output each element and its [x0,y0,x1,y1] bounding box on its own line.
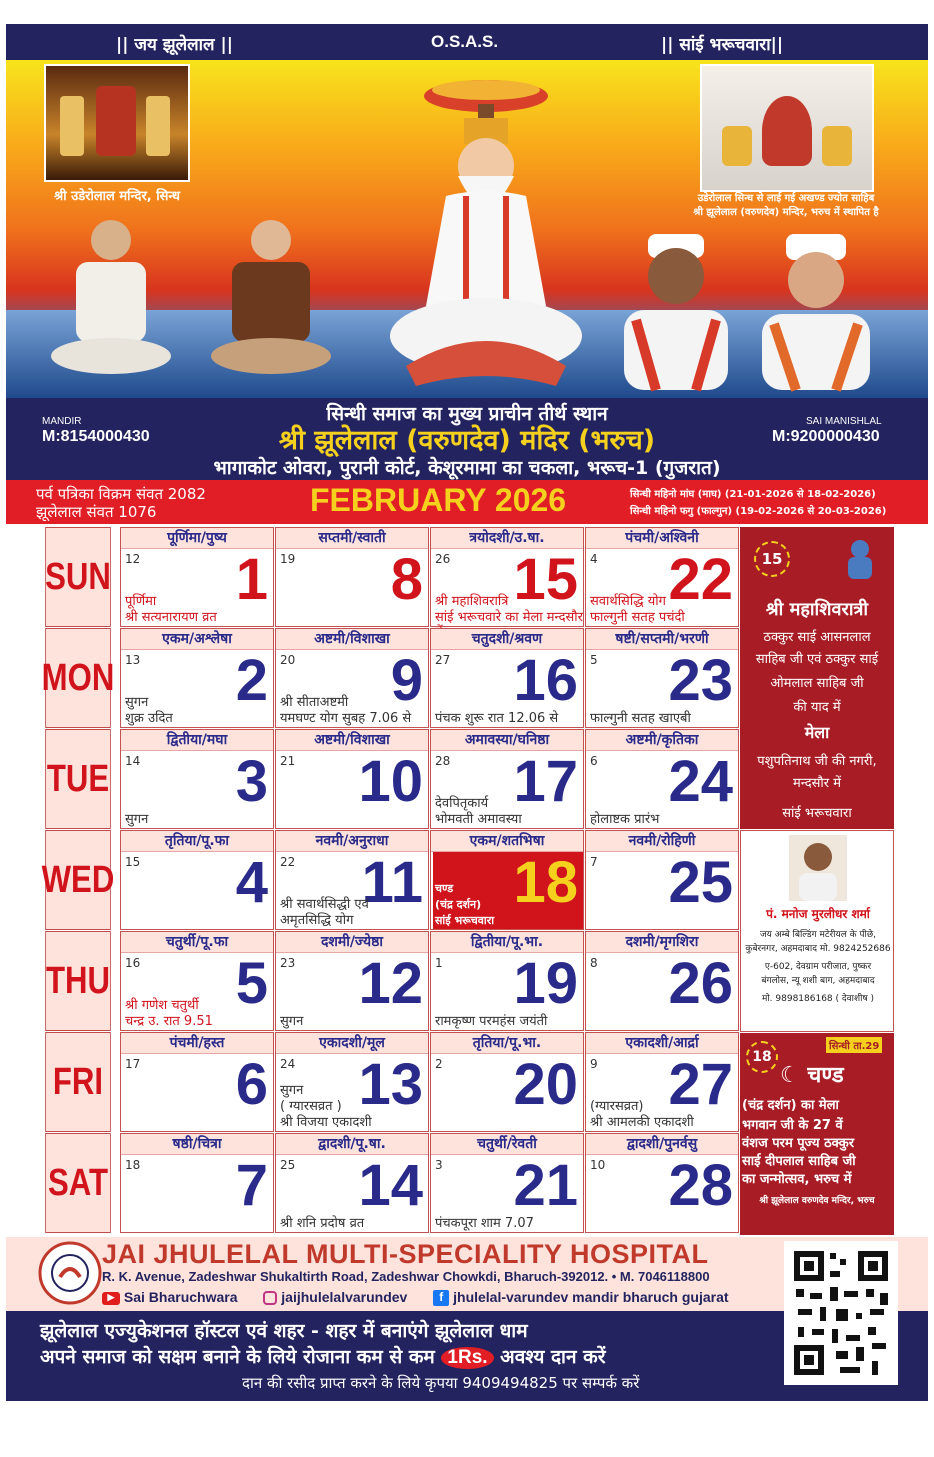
gregorian-date: 23 [668,648,733,713]
date-cell [585,527,739,627]
sindhi-date: 18 [125,1158,141,1172]
weekday-label-wed: WED [45,830,111,930]
sindhi-date: 4 [590,552,598,566]
gregorian-date: 3 [235,749,268,814]
panel-line: पशुपतिनाथ जी की नगरी, [757,754,877,769]
instagram-icon [263,1291,277,1305]
chand-title [780,1059,844,1089]
sindhi-date: 15 [125,855,141,869]
tithi-label: चतुर्थी/रेवती [431,1134,583,1155]
chand-label: चण्ड [807,1063,844,1088]
date-cell [430,1032,584,1132]
calendar-grid [38,527,894,1235]
date-cell [430,527,584,627]
sindhi-date: 12 [125,552,141,566]
cell-note: चन्द्र उ. रात 9.51 [125,1014,213,1029]
tithi-label: चतुर्थी/पू.फा [121,932,273,953]
cell-note: सुगन [280,1083,304,1098]
sindhi-date: 24 [280,1057,296,1071]
sindhi-date: 14 [125,754,141,768]
gregorian-date: 21 [513,1153,578,1218]
saint-figure-2 [206,210,336,380]
hospital-logo-icon [38,1241,102,1305]
gregorian-date: 14 [358,1153,423,1218]
date-cell [585,1133,739,1233]
date-cell [430,830,584,930]
panel-line: मन्दसौर में [792,776,842,791]
weekday-label-sun: SUN [45,527,111,627]
gregorian-date: 2 [235,648,268,713]
hospital-address: R. K. Avenue, Zadeshwar Shukaltirth Road, Zadeshwar Chowkdi, Bharuch-392012. • M. 7046118800 [102,1269,710,1284]
cell-note: (चंद्र दर्शन) [435,898,482,911]
sindhi-date: 2 [435,1057,443,1071]
gregorian-date: 15 [513,547,578,612]
sindhi-date: 26 [435,552,451,566]
saint-figure-1 [46,210,176,380]
cell-note: अमृतसिद्धि योग [280,913,354,928]
facebook-icon: f [433,1290,449,1306]
cell-note: श्री सवार्थसिद्धी एवं [280,897,369,912]
cell-note: भोमवती अमावस्या [435,812,522,827]
chand-line: साई दीपलाल साहिब जी [742,1154,856,1169]
sindhi-date: 3 [435,1158,443,1172]
tagline: सिन्धी समाज का मुख्य प्राचीन तीर्थ स्थान [326,403,608,425]
weekday-label-thu: THU [45,931,111,1031]
gregorian-date: 4 [235,850,268,915]
sindhi-date: 9 [590,1057,598,1071]
cell-note: चण्ड [435,882,454,895]
top-bar-right: || सांई भरूचवारा|| [661,35,784,55]
cell-note: फाल्गुनी सतह खाएबी [590,711,691,726]
sindhi-date: 10 [590,1158,606,1172]
tithi-label: एकम/शतभिषा [431,831,583,852]
sindhi-date: 16 [125,956,141,970]
cell-note: होलाष्टक प्रारंभ [590,812,660,827]
chand-line: श्री झूलेलाल वरुणदेव मन्दिर, भरुच [759,1196,875,1206]
astrologer-line: कुबेरनगर, अहमदाबाद मो. 9824252686 [745,944,891,954]
date-cell [430,1133,584,1233]
instagram-handle[interactable]: jaijhulelalvarundev [281,1289,408,1305]
sindhi-date: 27 [435,653,451,667]
weekday-label-mon: MON [45,628,111,728]
date-cell [275,1032,429,1132]
month-title: FEBRUARY 2026 [310,482,567,518]
mandir-phone: M:8154000430 [42,428,150,445]
tithi-label: षष्ठी/चित्रा [121,1134,273,1155]
date-cell [585,830,739,930]
gregorian-date: 8 [390,547,423,612]
weekday-label-tue: TUE [45,729,111,829]
title-band [6,398,928,480]
jyot-caption [676,192,896,220]
chandra-darshan-panel-side [740,1033,894,1235]
hospital-name: JAI JHULELAL MULTI-SPECIALITY HOSPITAL [102,1239,709,1269]
tithi-label: नवमी/रोहिणी [586,831,738,852]
chand-line: का जन्मोत्सव, भरुच में [742,1172,852,1187]
cell-note: श्री महाशिवरात्रि [435,594,509,609]
qr-code-icon [786,1243,896,1383]
panel-line: सांई भरूचवारा [782,806,852,821]
date-cell [585,729,739,829]
cell-note: श्री आमलकी एकादशी [590,1115,694,1130]
gregorian-date: 19 [513,951,578,1016]
donation-line-2c: अवश्य दान करें [500,1346,606,1368]
tithi-label: एकादशी/मूल [276,1033,428,1054]
tithi-label: नवमी/अनुराधा [276,831,428,852]
tithi-label: द्वादशी/पुनर्वसु [586,1134,738,1155]
donation-line-2 [40,1343,606,1369]
tithi-label: अमावस्या/घनिष्ठा [431,730,583,751]
cell-note: श्री सत्यनारायण व्रत [125,610,217,625]
qr-code[interactable] [784,1241,898,1385]
date-cell [585,1032,739,1132]
date-cell [275,1133,429,1233]
astrologer-line: जय अम्बे बिल्डिंग मटेरीयल के पीछे, [759,930,877,940]
tithi-label: अष्टमी/विशाखा [276,730,428,751]
cell-note: पंचकपूरा शाम 7.07 [435,1216,534,1231]
gregorian-date: 24 [668,749,733,814]
jyot-photo [700,64,874,192]
tithi-label: पंचमी/हस्त [121,1033,273,1054]
date-cell [585,628,739,728]
sindhi-date: 22 [280,855,296,869]
cell-note: यमघण्ट योग सुबह 7.06 से [280,711,412,726]
date-cell [275,527,429,627]
cell-note: रामकृष्ण परमहंस जयंती [435,1014,548,1029]
sindhi-date: 13 [125,653,141,667]
astrologer-photo [789,835,847,901]
mandir-label: MANDIR [42,416,82,427]
tithi-label: दशमी/ज्येष्ठा [276,932,428,953]
sindhi-date: 7 [590,855,598,869]
cell-note: सवार्थसिद्धि योग [590,594,666,609]
tithi-label: एकम/अश्लेषा [121,629,273,650]
tithi-label: षष्टी/सप्तमी/भरणी [586,629,738,650]
tithi-label: द्वितीया/मघा [121,730,273,751]
cell-note: फाल्गुनी सतह पचंदी [590,610,685,625]
crescent-moon-icon: ☾ [780,1063,800,1088]
chand-line: भगवान जी के 27 वें [742,1118,843,1133]
panel-line: मेला [804,723,830,742]
cell-note: पंचक शुरू रात 12.06 से [435,711,559,726]
sindhi-date-label: सिन्धी ता.29 [826,1037,882,1053]
cell-note: श्री शनि प्रदोष व्रत [280,1216,365,1231]
gregorian-date: 5 [235,951,268,1016]
date-cell [120,628,274,728]
social-row [102,1289,729,1306]
sindhi-date: 17 [125,1057,141,1071]
tithi-label: पंचमी/अश्विनी [586,528,738,549]
tithi-label: दशमी/मृगशिरा [586,932,738,953]
chand-line: वंशज परम पूज्य ठक्कुर [742,1136,855,1151]
donation-contact: दान की रसीद प्राप्त करने के लिये कृपया 9409494825 पर सम्पर्क करें [242,1374,640,1392]
sindhi-date: 25 [280,1158,296,1172]
date-cell [275,729,429,829]
gregorian-date: 20 [513,1052,578,1117]
gregorian-date: 10 [358,749,423,814]
cell-note: श्री गणेश चतुर्थी [125,998,199,1013]
cell-note: श्री विजया एकादशी [280,1115,372,1130]
jhulelal-samvat: झूलेलाल संवत 1076 [36,503,157,521]
sai-label: SAI MANISHLAL [806,416,882,427]
sindhi-date: 20 [280,653,296,667]
sindhi-date: 6 [590,754,598,768]
gregorian-date: 17 [513,749,578,814]
cell-note: सुगन [125,812,149,827]
cell-note: सुगन [280,1014,304,1029]
date-cell [120,527,274,627]
tithi-label: सप्तमी/स्वाती [276,528,428,549]
astrologer-line: बंगलोस, न्यू शशी बाग, अहमदाबाद [761,976,875,986]
temple-photo [44,64,190,182]
jhulelal-deity-image [386,66,586,396]
top-bar-center: O.S.A.S. [431,32,499,51]
cell-note: ( ग्यारसव्रत ) [280,1099,342,1114]
panel-line: ठक्कुर साई आसनलाल [763,630,871,645]
gregorian-date: 11 [361,850,423,915]
donation-line-1: झूलेलाल एज्युकेशनल हॉस्टल एवं शहर - शहर में बनाएंगे झूलेलाल धाम [40,1320,528,1342]
astrologer-line: मो. 9898186168 ( देवाशीष ) [761,994,875,1004]
facebook-handle[interactable]: jhulelal-varundev mandir bharuch gujarat [453,1289,729,1305]
tithi-label: अष्टमी/कृतिका [586,730,738,751]
cell-note: पूर्णिमा [125,594,157,609]
weekday-label-fri: FRI [45,1032,111,1132]
saint-figure-3 [606,230,746,390]
cell-note: शुक्र उदित [125,711,173,726]
gregorian-date: 22 [668,547,733,612]
jyot-caption-line1: उडेरोलाल सिन्ध से लाई गई अखण्ड ज्योत साहिब [697,193,875,204]
cell-note: देवपितृकार्य [435,796,489,811]
sindhi-date: 28 [435,754,451,768]
temple-caption: श्री उडेरोलाल मन्दिर, सिन्ध [54,189,180,204]
date-cell [430,729,584,829]
gregorian-date: 12 [358,951,423,1016]
top-bar [6,24,928,60]
gregorian-date: 9 [390,648,423,713]
date-badge-18: 18 [746,1041,778,1073]
gregorian-date: 16 [513,648,578,713]
date-band [6,480,928,524]
tithi-label: द्वादशी/पू.षा. [276,1134,428,1155]
date-badge-15: 15 [754,541,790,577]
sindhi-date: 23 [280,956,296,970]
hero-banner [6,60,928,398]
mahashivratri-panel [740,527,894,829]
gregorian-date: 27 [668,1052,733,1117]
temple-address: भागाकोट ओवरा, पुरानी कोर्ट, केशूरमामा का चकला, भरूच-1 (गुजरात) [213,457,721,479]
tithi-label: तृतिया/पू.भा. [431,1033,583,1054]
panel-line: साहिब जी एवं ठक्कुर साई [755,652,879,667]
date-cell [120,830,274,930]
panel-title: श्री महाशिवरात्री [765,599,869,620]
sindhi-date: 5 [590,653,598,667]
date-cell [120,1032,274,1132]
cell-note: श्री सीताअष्टमी [280,695,349,710]
tithi-label: त्रयोदशी/उ.षा. [431,528,583,549]
tithi-label: चतुदशी/श्रवण [431,629,583,650]
tithi-label: तृतिया/पू.फा [121,831,273,852]
cell-note: (ग्यारसव्रत) [590,1099,644,1114]
gregorian-date: 1 [235,547,268,612]
gregorian-date: 7 [235,1153,268,1218]
astrologer-name: पं. मनोज मुरलीधर शर्मा [766,907,870,921]
panel-line: ओमलाल साहिब जी [770,676,864,691]
saint-figure-4 [746,230,886,390]
astrologer-ad-panel [740,830,894,1032]
one-rupee-badge: 1Rs. [441,1347,493,1369]
astrologer-line: ए-602, देवग्राम परीजात, पुष्कर [764,962,872,972]
date-cell [120,1133,274,1233]
sindhi-date: 19 [280,552,296,566]
date-cell [120,729,274,829]
cell-note: सुगन [125,695,149,710]
date-cell [430,931,584,1031]
date-cell [275,931,429,1031]
cell-note: सांई भरूचवारे का मेला मन्दसौर [435,610,583,625]
sai-phone: M:9200000430 [772,428,880,445]
date-cell [275,830,429,930]
weekday-label-sat: SAT [45,1133,111,1233]
temple-name: श्री झूलेलाल (वरुणदेव) मंदिर (भरुच) [278,425,656,456]
cell-note: सांई भरूचवारा [435,914,495,927]
youtube-handle[interactable]: Sai Bharuchwara [123,1289,238,1305]
tithi-label: पूर्णिमा/पुष्य [121,528,273,549]
date-cell [120,931,274,1031]
date-cell [585,931,739,1031]
sindhi-date: 1 [435,956,443,970]
gregorian-date: 26 [668,951,733,1016]
gregorian-date: 18 [513,850,578,915]
gregorian-date: 6 [235,1052,268,1117]
top-bar-left: || जय झूलेलाल || [116,35,233,55]
panel-line: की याद में [793,700,841,715]
sindhi-month-1: सिन्धी महिनो मांघ (माघ) (21-01-2026 से 18-02-2026) [630,489,876,500]
youtube-icon: ▶ [102,1292,120,1305]
gregorian-date: 13 [358,1052,423,1117]
date-cell [275,628,429,728]
sindhi-month-2: सिन्धी महिनो फगु (फाल्गुन) (19-02-2026 से 20-03-2026) [630,506,887,517]
vikram-samvat: पर्व पत्रिका विक्रम संवत 2082 [36,485,206,503]
donation-line-2a: अपने समाज को सक्षम बनाने के लिये रोजाना कम से कम [40,1346,435,1368]
jyot-caption-line2: श्री झूलेलाल (वरुणदेव) मन्दिर, भरुच में स्थापित है [693,207,879,218]
tithi-label: द्वितीया/पू.भा. [431,932,583,953]
shiva-icon [840,537,880,583]
gregorian-date: 28 [668,1153,733,1218]
date-cell [430,628,584,728]
tithi-label: अष्टमी/विशाखा [276,629,428,650]
sindhi-date: 8 [590,956,598,970]
gregorian-date: 25 [668,850,733,915]
chand-line: (चंद्र दर्शन) का मेला [742,1098,839,1113]
sindhi-date: 21 [280,754,296,768]
tithi-label: एकादशी/आर्द्रा [586,1033,738,1054]
